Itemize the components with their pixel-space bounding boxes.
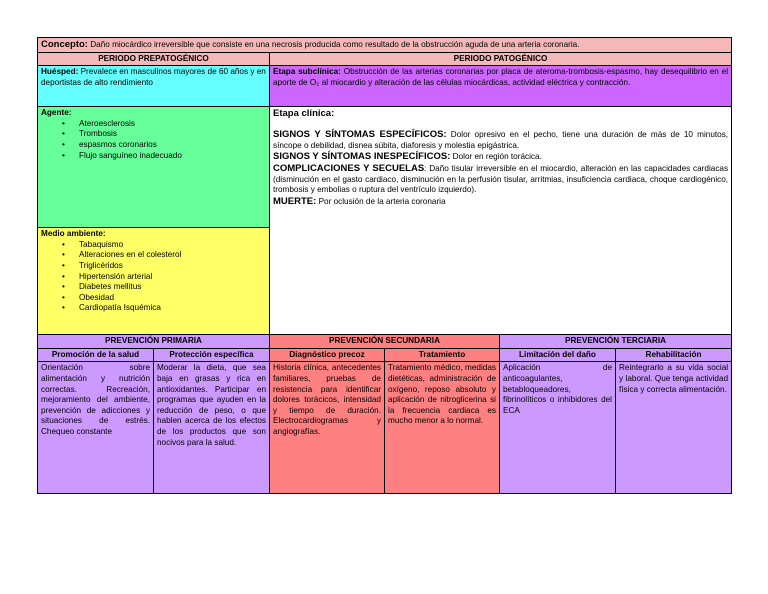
- list-item: • Triglicéridos: [79, 261, 266, 272]
- prevencion-terciaria-header: PREVENCIÓN TERCIARIA: [500, 335, 732, 349]
- etapa-subclinica-cell: [270, 66, 732, 107]
- natural-history-table: [37, 37, 732, 494]
- promocion-header: Promoción de la salud: [38, 348, 154, 362]
- prevencion-primaria-header: PREVENCIÓN PRIMARIA: [38, 335, 270, 349]
- clinica-label: Etapa clínica:: [273, 108, 335, 120]
- concepto-label: Concepto:: [41, 39, 88, 50]
- concepto-row: [38, 38, 732, 53]
- medio-list: [41, 240, 266, 314]
- periodo-prepatogenico-header: PERIODO PREPATOGÉNICO: [38, 52, 270, 66]
- medio-label: Medio ambiente:: [41, 229, 106, 239]
- list-item: • Trombosis: [79, 129, 266, 140]
- agente-label: Agente:: [41, 108, 72, 118]
- limitacion-header: Limitación del daño: [500, 348, 616, 362]
- list-item: • Obesidad: [79, 293, 266, 304]
- especificos-text: Dolor opresivo en el pecho, tiene una duración de más de 10 minutos, síncope o debilidad, disnea súbita, diaforesis y molestia epigástrica.: [273, 130, 729, 150]
- inespecificos-text: Dolor en región torácica.: [452, 152, 542, 162]
- subclinica-text: Obstrucción de las arterias coronarias por placa de ateroma-trombosis-espasmo, hay desequilibrio en el aporte de O₂ al miocardio y alteración de las células miocárdicas, actividad eléctrica y contracción.: [273, 67, 729, 87]
- limitacion-content: Aplicación de anticoagulantes, betabloqueadores, fibrinolíticos o inhibidores del ECA: [500, 362, 616, 494]
- list-item: • espasmos coronarios: [79, 140, 266, 151]
- medio-ambiente-cell: [38, 228, 270, 335]
- rehabilitacion-header: Rehabilitación: [616, 348, 732, 362]
- agente-cell: [38, 107, 270, 228]
- complicaciones-text: : Daño tisular irreversible en el miocardio, alteración en las capacidades cardiacas (disminución en el gasto cardiaco, disminución en la perfusión tisular, arritmias, insuficiencia cardiaca, choque cardiogénico, trombosis y embolias o ruptura del ventrículo izquierdo).: [273, 163, 729, 195]
- huesped-cell: [38, 66, 270, 107]
- prevencion-secundaria-header: PREVENCIÓN SECUNDARIA: [270, 335, 500, 349]
- proteccion-header: Protección específica: [154, 348, 270, 362]
- tratamiento-header: Tratamiento: [385, 348, 500, 362]
- list-item: • Cardiopatía Isquémica: [79, 303, 266, 314]
- huesped-text: Prevalece en masculinos mayores de 60 años y en deportistas de alto rendimiento: [41, 67, 266, 87]
- tratamiento-content: Tratamiento médico, medidas dietéticas, administración de oxígeno, reposo absoluto y aplicación de nitroglicerina si la frecuencia cardiaca es mucho menor a lo normal.: [385, 362, 500, 494]
- especificos-label: SIGNOS Y SÍNTOMAS ESPECÍFICOS:: [273, 129, 447, 141]
- huesped-label: Huésped:: [41, 67, 79, 77]
- proteccion-content: Moderar la dieta, que sea baja en grasas y rica en antioxidantes. Participar en programas que ayuden en la reducción de peso, o que hablen acerca de los efectos de los productos que son nocivos para la salud.: [154, 362, 270, 494]
- list-item: • Alteraciones en el colesterol: [79, 250, 266, 261]
- agente-list: [41, 119, 266, 161]
- diagnostico-content: Historia clínica, antecedentes familiares, pruebas de resistencia para identificar dolores torácicos, intensidad y tiempo de duración. Electrocardiogramas y angiografías.: [270, 362, 385, 494]
- list-item: • Ateroesclerosis: [79, 119, 266, 130]
- rehabilitacion-content: Reintegrarlo a su vida social y laboral. Que tenga actividad física y correcta alimentación.: [616, 362, 732, 494]
- list-item: • Diabetes mellitus: [79, 282, 266, 293]
- concepto-text: Daño miocárdico irreversible que consiste en una necrosis producida como resultado de la obstrucción aguda de una arteria coronaria.: [90, 40, 580, 49]
- list-item: • Tabaquismo: [79, 240, 266, 251]
- list-item: • Flujo sanguíneo inadecuado: [79, 151, 266, 162]
- muerte-text: Por oclusión de la arteria coronaria: [318, 196, 446, 206]
- muerte-label: MUERTE:: [273, 195, 317, 207]
- etapa-clinica-cell: [270, 107, 732, 335]
- periodo-patogenico-header: PERIODO PATOGÉNICO: [270, 52, 732, 66]
- diagnostico-header: Diagnóstico precoz: [270, 348, 385, 362]
- inespecificos-label: SIGNOS Y SÍNTOMAS INESPECÍFICOS:: [273, 151, 451, 163]
- promocion-content: Orientación sobre alimentación y nutrición correctas. Recreación, mejoramiento del ambiente, prevención de adicciones y situaciones de estrés. Chequeo constante: [38, 362, 154, 494]
- subclinica-label: Etapa subclínica:: [273, 67, 341, 77]
- list-item: • Hipertensión arterial: [79, 272, 266, 283]
- complicaciones-label: COMPLICACIONES Y SECUELAS: [273, 162, 425, 174]
